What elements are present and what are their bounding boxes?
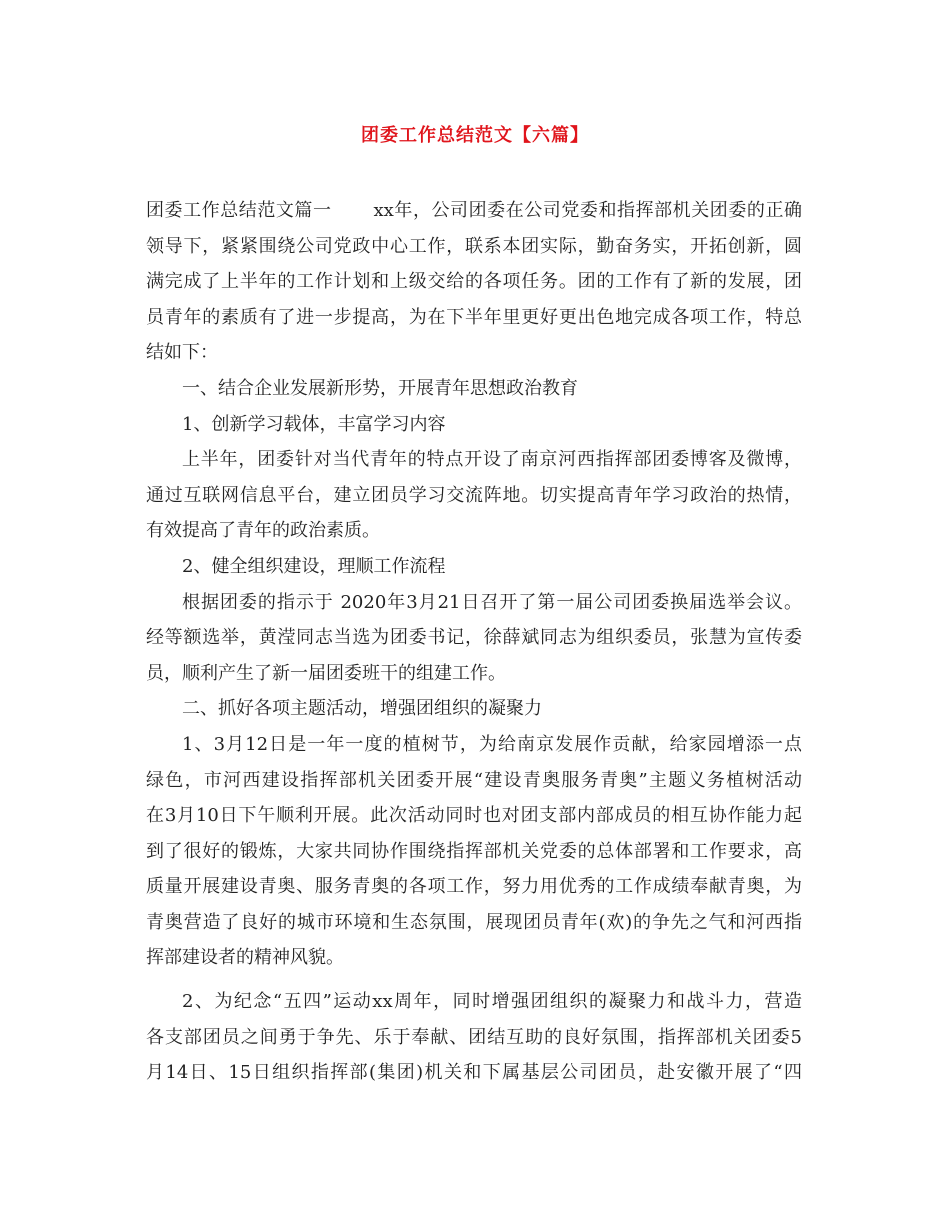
paragraph-line: 有效提高了青年的政治素质。 bbox=[146, 520, 380, 542]
paragraph-line: 质量开展建设青奥、服务青奥的各项工作，努力用优秀的工作成绩奉献青奥，为 bbox=[146, 876, 802, 898]
paragraph-line: 上半年，团委针对当代青年的特点开设了南京河西指挥部团委博客及微博， bbox=[182, 449, 802, 471]
paragraph-line: 员，顺利产生了新一届团委班干的组建工作。 bbox=[146, 662, 506, 684]
paragraph-line: 在3月10日下午顺利开展。此次活动同时也对团支部内部成员的相互协作能力起 bbox=[146, 805, 802, 827]
section-heading: 二、抓好各项主题活动，增强团组织的凝聚力 bbox=[182, 698, 542, 720]
paragraph-line: 1、3月12日是一年一度的植树节，为给南京发展作贡献，给家园增添一点 bbox=[182, 733, 802, 755]
section-heading-inline: 团委工作总结范文篇一 bbox=[146, 200, 332, 221]
paragraph-line: 通过互联网信息平台，建立团员学习交流阵地。切实提高青年学习政治的热情， bbox=[146, 484, 802, 506]
paragraph-line: 满完成了上半年的工作计划和上级交给的各项任务。团的工作有了新的发展，团 bbox=[146, 271, 802, 293]
paragraph-line bbox=[146, 193, 802, 229]
document-title: 团委工作总结范文【六篇】 bbox=[361, 125, 589, 146]
paragraph-line: 各支部团员之间勇于争先、乐于奉献、团结互助的良好氛围，指挥部机关团委5 bbox=[146, 1026, 802, 1048]
document-body bbox=[146, 193, 802, 1091]
section-heading: 一、结合企业发展新形势，开展青年思想政治教育 bbox=[182, 377, 578, 399]
paragraph-line: 月14日、15日组织指挥部(集团)机关和下属基层公司团员，赴安徽开展了“四 bbox=[146, 1062, 802, 1084]
subsection-heading: 2、健全组织建设，理顺工作流程 bbox=[182, 555, 446, 577]
paragraph-line: 员青年的素质有了进一步提高，为在下半年里更好更出色地完成各项工作，特总 bbox=[146, 306, 802, 328]
paragraph-line: 到了很好的锻炼，大家共同协作围绕指挥部机关党委的总体部署和工作要求，高 bbox=[146, 840, 802, 862]
paragraph-text: xx年，公司团委在公司党委和指挥部机关团委的正确 bbox=[373, 200, 802, 221]
paragraph-line: 根据团委的指示于 2020年3月21日召开了第一届公司团委换届选举会议。 bbox=[182, 591, 802, 613]
paragraph-line: 领导下，紧紧围绕公司党政中心工作，联系本团实际，勤奋务实，开拓创新，圆 bbox=[146, 235, 802, 257]
paragraph-line: 挥部建设者的精神风貌。 bbox=[146, 947, 344, 969]
paragraph-line: 经等额选举，黄滢同志当选为团委书记，徐薛斌同志为组织委员，张慧为宣传委 bbox=[146, 627, 802, 649]
paragraph-line: 结如下： bbox=[146, 342, 218, 364]
subsection-heading: 1、创新学习载体，丰富学习内容 bbox=[182, 413, 446, 435]
paragraph-line: 2、为纪念“五四”运动xx周年，同时增强团组织的凝聚力和战斗力，营造 bbox=[182, 991, 802, 1013]
paragraph-line: 青奥营造了良好的城市环境和生态氛围，展现团员青年(欢)的争先之气和河西指 bbox=[146, 911, 802, 933]
paragraph-line: 绿色，市河西建设指挥部机关团委开展“建设青奥服务青奥”主题义务植树活动 bbox=[146, 769, 802, 791]
